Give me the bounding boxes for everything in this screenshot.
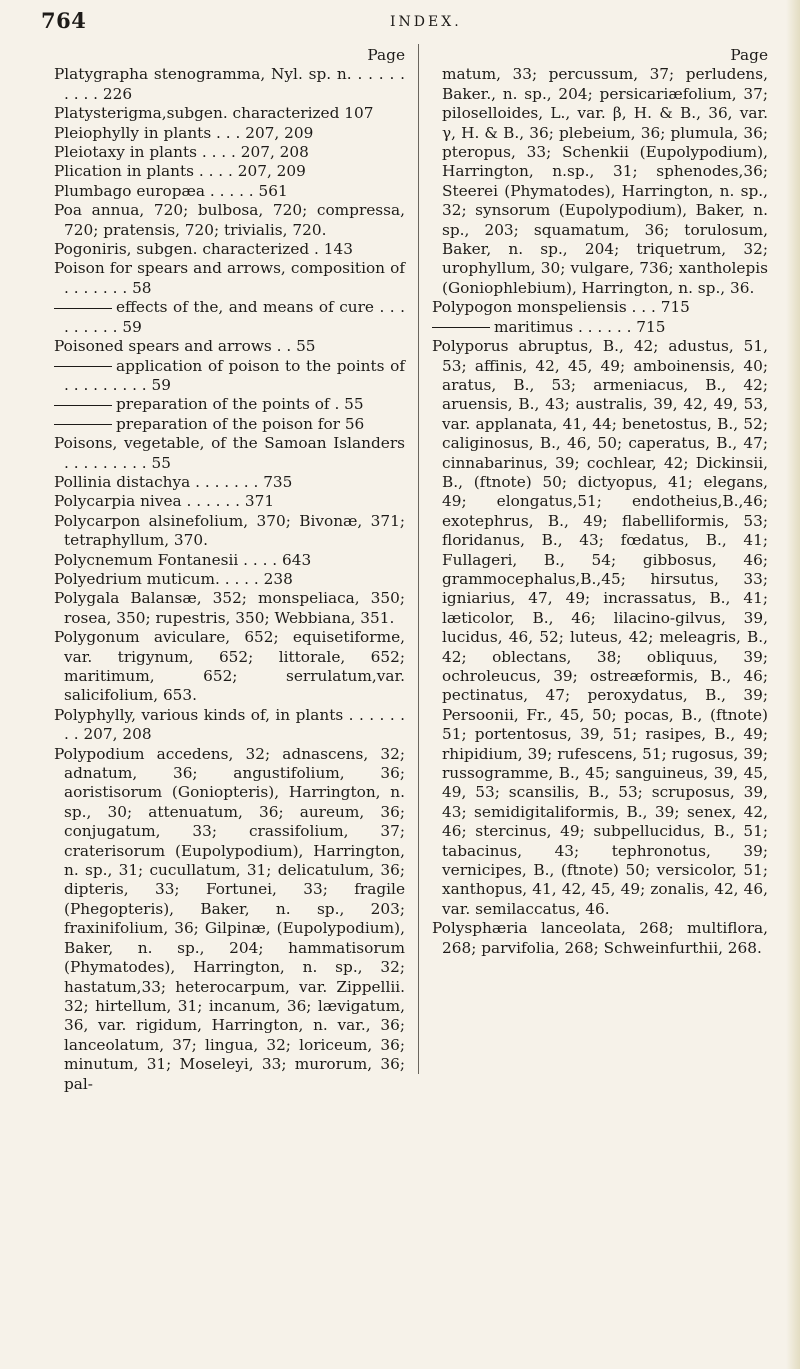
index-entry <box>54 395 405 414</box>
index-entry <box>54 201 405 240</box>
index-entry-text: Platysterigma,subgen. characterized 107 <box>54 104 374 123</box>
index-column-left <box>54 46 405 1094</box>
index-entry-text: preparation of the points of . 55 <box>116 395 364 414</box>
index-entry <box>54 589 405 628</box>
entry-list <box>432 65 768 958</box>
index-entry-text: matum, 33; percussum, 37; perludens, Baker., n. sp., 204; persicariæfolium, 37; piloselloides, L., var. β, H. & B., 36, var. γ, H. & B., 36; plebeium, 36; plumula, 36; pteropus, 33; Schenkii (Eupolypodium), Harrington, n.sp., 31; sphenodes,36; Steerei (Phymatodes), Harrington, n. sp., 32; synsorum (Eupolypodium), Baker, n. sp., 203; squamatum, 36; torulosum, Baker, n. sp., 204; triquetrum, 32; urophyllum, 30; vulgare, 736; xantholepis (Goniophlebium), Harrington, n. sp., 36. <box>442 65 768 297</box>
index-entry <box>54 434 405 473</box>
index-entry-text: Polygala Balansæ, 352; monspeliaca, 350; rosea, 350; rupestris, 350; Webbiana, 351. <box>54 589 405 627</box>
ditto-dash <box>54 366 112 367</box>
index-entry <box>432 65 768 298</box>
page-column-label: Page <box>730 46 768 64</box>
page-number: 764 <box>41 8 87 33</box>
index-entry <box>54 415 405 434</box>
index-entry <box>54 182 405 201</box>
index-entry <box>54 570 405 589</box>
index-entry-text: Poa annua, 720; bulbosa, 720; compressa, 720; pratensis, 720; trivialis, 720. <box>54 201 405 239</box>
index-entry-text: Pollinia distachya . . . . . . . 735 <box>54 472 293 491</box>
index-entry <box>54 162 405 181</box>
index-entry <box>54 240 405 259</box>
index-entry <box>54 143 405 162</box>
index-entry <box>54 551 405 570</box>
index-entry-text: Polypogon monspeliensis . . . 715 <box>432 298 690 317</box>
index-entry <box>54 259 405 298</box>
entry-list <box>54 65 405 1094</box>
scan-edge-shadow <box>786 0 800 1369</box>
index-entry-text: Pleiotaxy in plants . . . . 207, 208 <box>54 143 309 162</box>
index-entry-text: Polycnemum Fontanesii . . . . 643 <box>54 550 312 569</box>
index-entry <box>54 745 405 1094</box>
index-entry-text: Polycarpon alsinefolium, 370; Bivonæ, 371; tetraphyllum, 370. <box>54 511 405 550</box>
index-entry <box>432 298 768 317</box>
index-entry <box>54 473 405 492</box>
index-column-right <box>432 46 768 958</box>
index-entry <box>54 512 405 551</box>
index-entry-text: preparation of the poison for 56 <box>116 414 365 433</box>
index-entry <box>54 628 405 706</box>
index-entry-text: Poisoned spears and arrows . . 55 <box>54 337 316 356</box>
index-entry-text: Pleiophylly in plants . . . 207, 209 <box>54 123 314 142</box>
index-entry-text: application of poison to the points of . . . . . . . . . 59 <box>64 356 405 394</box>
index-entry-text: Poisons, vegetable, of the Samoan Islanders . . . . . . . . . 55 <box>54 434 405 472</box>
index-entry <box>54 65 405 104</box>
index-entry-text: Polypodium accedens, 32; adnascens, 32; adnatum, 36; angustifolium, 36; aoristisorum (Goniopteris), Harrington, n. sp., 30; attenuatum, 36; aureum, 36; conjugatum, 33; crassifolium, 37; craterisorum (Eupolypodium), Harrington, n. sp., 31; cucullatum, 31; delicatulum, 36; dipteris, 33; Fortunei, 33; fragile (Phegopteris), Baker, n. sp., 203; fraxinifolium, 36; Gilpinæ, (Eupolypodium), Baker, n. sp., 204; hammatisorum (Phymatodes), Harrington, n. sp., 32; hastatum,33; heterocarpum, var. Zippellii. 32; hirtellum, 31; incanum, 36; lævigatum, 36, var. rigidum, Harrington, n. var., 36; lanceolatum, 37; lingua, 32; loriceum, 36; minutum, 31; Moseleyi, 33; murorum, 36; pal- <box>54 744 405 1093</box>
index-entry <box>54 104 405 123</box>
index-entry <box>432 919 768 958</box>
index-entry <box>54 706 405 745</box>
index-entry-text: Plication in plants . . . . 207, 209 <box>54 162 306 181</box>
index-entry-text: Plumbago europæa . . . . . 561 <box>54 181 288 200</box>
index-entry <box>54 337 405 356</box>
index-entry-text: Polyporus abruptus, B., 42; adustus, 51, 53; affinis, 42, 45, 49; amboinensis, 40; aratus, B., 53; armeniacus, B., 42; aruensis, B., 43; australis, 39, 42, 49, 53, var. applanata, 41, 44; benetostus, B., 52; caliginosus, B., 46, 50; caperatus, B., 47; cinnabarinus, 39; cochlear, 42; Dickinsii, B., (ftnote) 50; dictyopus, 41; elegans, 49; elongatus,51; endotheius,B.,46; exotephrus, B., 49; flabelliformis, 53; floridanus, B., 43; fœdatus, B., 41; Fullageri, B., 54; gibbosus, 46; grammocephalus,B.,45; hirsutus, 33; igniarius, 47, 49; incrassatus, B., 41; læticolor, B., 46; lilacino-gilvus, 39, lucidus, 46, 52; luteus, 42; meleagris, B., 42; oblectans, 38; obliquus, 39; ochroleucus, 39; ostreæformis, B., 46; pectinatus, 47; peroxydatus, B., 39; Persoonii, Fr., 45, 50; pocas, B., (ftnote) 51; portentosus, 39, 51; rasipes, B., 49; rhipidium, 39; rufescens, 51; rugosus, 39; russogramme, B., 45; sanguineus, 39, 45, 49, 53; scansilis, B., 53; scruposus, 39, 43; semidigitaliformis, B., 39; senex, 42, 46; stercinus, 49; subpellucidus, B., 51; tabacinus, 43; tephronotus, 39; vernicipes, B., (ftnote) 50; versicolor, 51; xanthopus, 41, 42, 45, 49; zonalis, 42, 46, var. semilaccatus, 46. <box>432 337 768 918</box>
index-entry <box>54 357 405 396</box>
running-title: INDEX. <box>390 14 462 30</box>
column-divider <box>418 44 419 1074</box>
index-entry-text: Polygonum aviculare, 652; equisetiforme, var. trigynum, 652; littorale, 652; maritimum, 652; serrulatum,var. salicifolium, 653. <box>54 628 405 705</box>
index-entry-text: Polycarpia nivea . . . . . . 371 <box>54 492 275 511</box>
index-entry <box>432 318 768 337</box>
index-entry <box>54 492 405 511</box>
index-entry <box>54 298 405 337</box>
index-entry-text: Pogoniris, subgen. characterized . 143 <box>54 240 353 259</box>
index-entry <box>54 124 405 143</box>
index-entry <box>432 337 768 919</box>
page-column-label: Page <box>367 46 405 64</box>
index-entry-text: maritimus . . . . . . 715 <box>494 317 666 336</box>
ditto-dash <box>54 424 112 425</box>
ditto-dash <box>54 308 112 309</box>
index-entry-text: Polyphylly, various kinds of, in plants . . . . . . . . 207, 208 <box>54 705 405 744</box>
ditto-dash <box>54 405 112 406</box>
index-entry-text: effects of the, and means of cure . . . . . . . . . 59 <box>64 298 405 336</box>
ditto-dash <box>432 327 490 328</box>
index-entry-text: Polyedrium muticum. . . . . 238 <box>54 569 293 588</box>
index-entry-text: Platygrapha stenogramma, Nyl. sp. n. . . . . . . . . . 226 <box>54 65 405 103</box>
index-entry-text: Poison for spears and arrows, composition of . . . . . . . 58 <box>54 259 405 297</box>
index-entry-text: Polysphæria lanceolata, 268; multiflora, 268; parvifolia, 268; Schweinfurthii, 268. <box>432 919 768 957</box>
